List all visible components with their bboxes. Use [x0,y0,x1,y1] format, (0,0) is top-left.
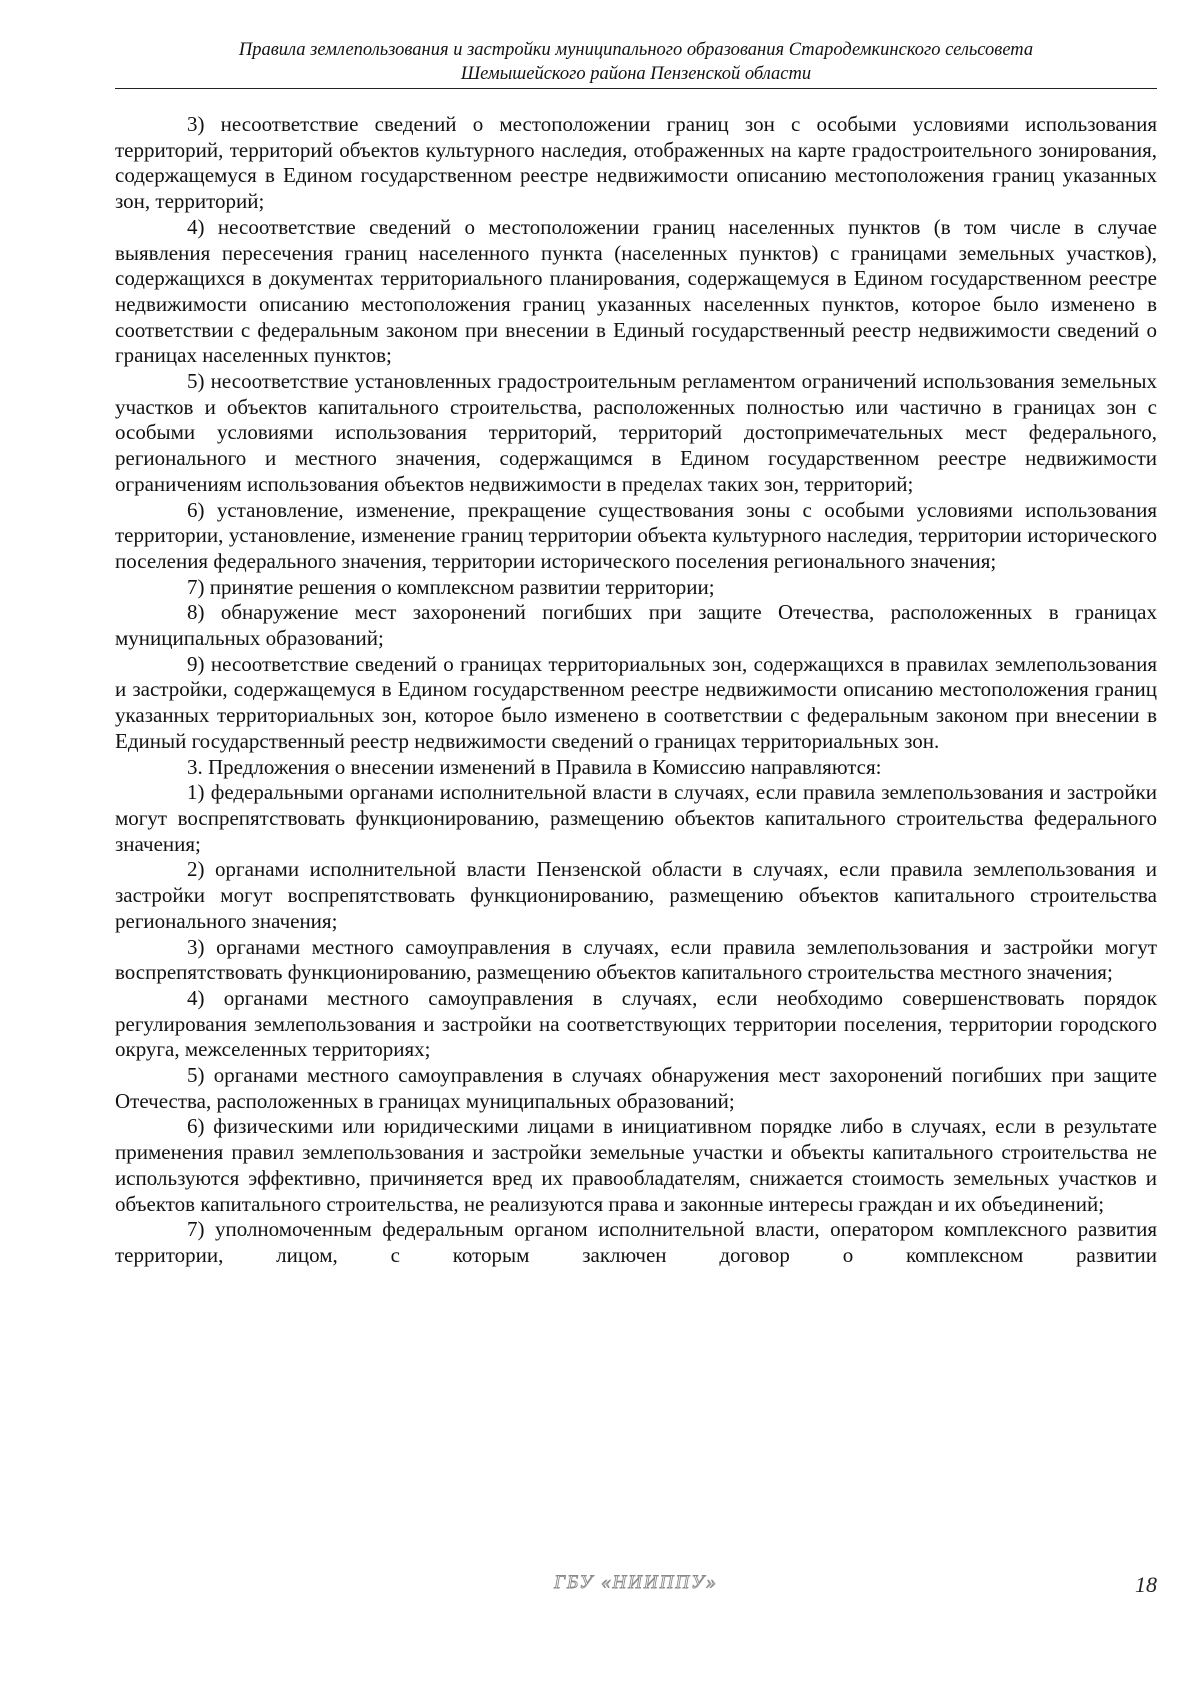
document-body [115,112,1157,1269]
paragraph-proposal-3-local: 3) органами местного самоуправления в случаях, если правила землепользования и застройки могут воспрепятствовать функционированию, размещению объектов капитального строительства местного значения; [115,934,1157,985]
paragraph-item-7-complex-development: 7) принятие решения о комплексном развитии территории; [187,574,715,599]
paragraph-proposal-1-federal: 1) федеральными органами исполнительной власти в случаях, если правила землепользования и застройки могут воспрепятствовать функционированию, размещению объектов капитального строительства федерального значения; [115,780,1157,856]
paragraph-item-3-boundary-zones: 3) несоответствие сведений о местоположении границ зон с особыми условиями использования территорий, территорий объектов культурного наследия, отображенных на карте градостроительного зонирования, содержащемуся в Едином государственном реестре недвижимости описанию местоположения границ указанных зон, территорий; [115,112,1157,214]
paragraph-item-6-zone-establishment: 6) установление, изменение, прекращение существования зоны с особыми условиями использования территории, установление, изменение границ территории объекта культурного наследия, территории исторического поселения федерального значения, территории исторического поселения регионального значения; [115,497,1157,573]
paragraph-proposal-4-local-improvement: 4) органами местного самоуправления в случаях, если необходимо совершенствовать порядок регулирования землепользования и застройки на соответствующих территории поселения, территории городского округа, межселенных территориях; [115,985,1157,1062]
page-footer [115,1572,1157,1600]
paragraph-item-5-regulation-mismatch: 5) несоответствие установленных градостроительным регламентом ограничений использования земельных участков и объектов капитального строительства, расположенных полностью или частично в границах зон с особыми условиями использования территорий, территорий достопримечательных мест федерального, регионального и местного значения, содержащимся в Едином государственном реестре недвижимости ограничениям использования объектов недвижимости в пределах таких зон, территорий; [115,369,1157,496]
header-line-2: Шемышейского района Пензенской области [460,64,812,84]
header-line-1: Правила землепользования и застройки муниципального образования Стародемкинского сельсовета [238,40,1034,60]
paragraph-item-9-territorial-zones: 9) несоответствие сведений о границах территориальных зон, содержащихся в правилах землепользования и застройки, содержащемуся в Едином государственном реестре недвижимости описанию местоположения границ указанных территориальных зон, которое было изменено в соответствии с федеральным законом при внесении в Единый государственный реестр недвижимости сведений о границах территориальных зон. [115,651,1157,753]
paragraph-proposal-7-authorized-body: 7) уполномоченным федеральным органом исполнительной власти, оператором комплексного развития территории, лицом, с которым заключен договор о комплексном развитии [115,1217,1157,1267]
footer-organization: ГБУ «НИИППУ» [554,1572,718,1593]
paragraph-section-3-proposals: 3. Предложения о внесении изменений в Правила в Комиссию направляются: [187,754,882,779]
paragraph-proposal-2-regional: 2) органами исполнительной власти Пензенской области в случаях, если правила землепользования и застройки могут воспрепятствовать функционированию, размещению объектов капитального строительства регионального значения; [115,857,1157,933]
paragraph-proposal-6-individuals: 6) физическими или юридическими лицами в инициативном порядке либо в случаях, если в результате применения правил землепользования и застройки земельные участки и объекты капитального строительства не используются эффективно, причиняется вред их правообладателям, снижается стоимость земельных участков и объектов капитального строительства, не реализуются права и законные интересы граждан и их объединений; [115,1114,1157,1216]
paragraph-item-4-settlement-boundaries: 4) несоответствие сведений о местоположении границ населенных пунктов (в том числе в случае выявления пересечения границ населенного пункта (населенных пунктов) с границами земельных участков), содержащихся в документах территориального планирования, содержащемуся в Едином государственном реестре недвижимости описанию местоположения границ указанных населенных пунктов, которое было изменено в соответствии с федеральным законом при внесении в Единый государственный реестр недвижимости сведений о границах населенных пунктов; [115,214,1157,368]
page-number: 18 [1135,1572,1157,1597]
paragraph-proposal-5-burial-sites: 5) органами местного самоуправления в случаях обнаружения мест захоронений погибших при защите Отечества, расположенных в границах муниципальных образований; [115,1063,1157,1113]
paragraph-item-8-burial-sites: 8) обнаружение мест захоронений погибших при защите Отечества, расположенных в границах муниципальных образований; [115,600,1157,651]
running-header [115,38,1157,89]
